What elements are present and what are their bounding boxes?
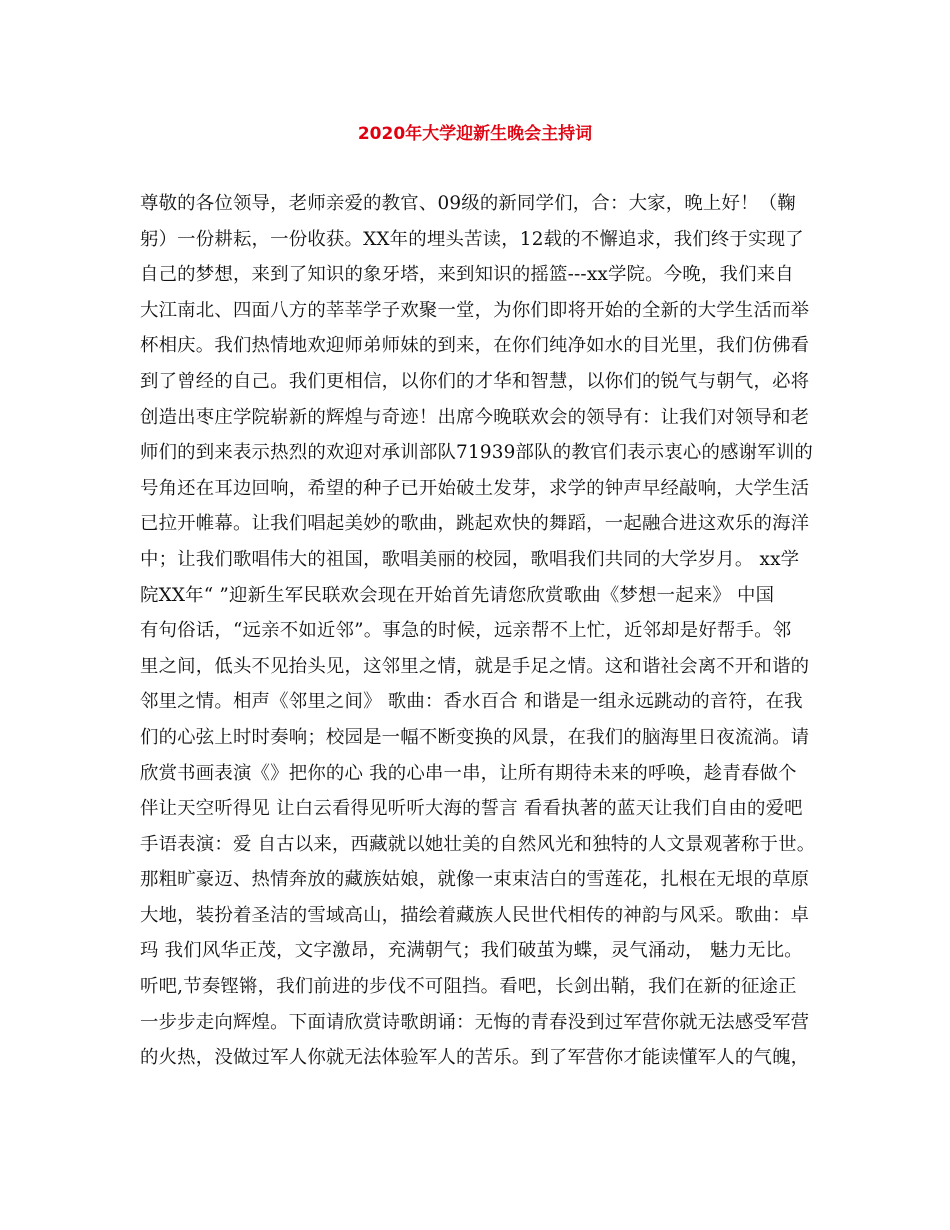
body-line: 大江南北、四面八方的莘莘学子欢聚一堂，为你们即将开始的全新的大学生活而举 bbox=[140, 299, 810, 321]
body-line: 号角还在耳边回响，希望的种子已开始破土发芽，求学的钟声早经敲响，大学生活 bbox=[140, 477, 810, 499]
body-line: 大地，装扮着圣洁的雪域高山，描绘着藏族人民世代相传的神韵与风采。歌曲：卓 bbox=[140, 904, 810, 926]
body-line: 创造出枣庄学院崭新的辉煌与奇迹！出席今晚联欢会的领导有：让我们对领导和老 bbox=[140, 406, 810, 428]
document-title: 2020年大学迎新生晚会主持词 bbox=[357, 124, 593, 144]
body-line: 欣赏书画表演《》把你的心 我的心串一串，让所有期待未来的呼唤，趁青春做个 bbox=[140, 762, 797, 784]
body-line: 玛 我们风华正茂，文字激昂，充满朝气；我们破茧为蝶，灵气涌动， 魅力无比。 bbox=[140, 940, 803, 962]
body-line: 里之间，低头不见抬头见，这邻里之情，就是手足之情。这和谐社会离不开和谐的 bbox=[140, 655, 810, 677]
body-line: 到了曾经的自己。我们更相信，以你们的才华和智慧，以你们的锐气与朝气，必将 bbox=[140, 370, 810, 392]
body-line: 杯相庆。我们热情地欢迎师弟师妹的到来，在你们纯净如水的目光里，我们仿佛看 bbox=[140, 335, 810, 357]
body-line: 中；让我们歌唱伟大的祖国，歌唱美丽的校园，歌唱我们共同的大学岁月。 xx学 bbox=[140, 548, 800, 570]
body-line: 自己的梦想，来到了知识的象牙塔，来到知识的摇篮---xx学院。今晚，我们来自 bbox=[140, 264, 794, 286]
body-line: 伴让天空听得见 让白云看得见听听大海的誓言 看看执著的蓝天让我们自由的爱吧 bbox=[140, 798, 803, 820]
body-line: 那粗旷豪迈、热情奔放的藏族姑娘，就像一束束洁白的雪莲花，扎根在无垠的草原 bbox=[140, 869, 810, 891]
body-line: 手语表演：爱 自古以来，西藏就以她壮美的自然风光和独特的人文景观著称于世。 bbox=[140, 833, 816, 855]
body-line: 有句俗话，“远亲不如近邻”。事急的时候，远亲帮不上忙，近邻却是好帮手。邻 bbox=[140, 620, 792, 642]
body-line: 一步步走向辉煌。下面请欣赏诗歌朗诵：无悔的青春没到过军营你就无法感受军营 bbox=[140, 1011, 810, 1033]
body-line: 邻里之情。相声《邻里之间》 歌曲：香水百合 和谐是一组永远跳动的音符，在我 bbox=[140, 691, 803, 713]
body-line: 躬）一份耕耘，一份收获。XX年的埋头苦读，12载的不懈追求，我们终于实现了 bbox=[140, 228, 804, 250]
body-line: 已拉开帷幕。让我们唱起美妙的歌曲，跳起欢快的舞蹈，一起融合进这欢乐的海洋 bbox=[140, 513, 810, 535]
body-line: 们的心弦上时时奏响；校园是一幅不断变换的风景，在我们的脑海里日夜流淌。请 bbox=[140, 726, 810, 748]
body-line: 尊敬的各位领导，老师亲爱的教官、09级的新同学们，合：大家，晚上好！（鞠 bbox=[140, 193, 796, 214]
body-line: 听吧,节奏铿锵，我们前进的步伐不可阻挡。看吧，长剑出鞘，我们在新的征途正 bbox=[140, 976, 797, 998]
body-line: 的火热，没做过军人你就无法体验军人的苦乐。到了军营你才能读懂军人的气魄， bbox=[140, 1047, 810, 1069]
body-line: 院XX年“ ”迎新生军民联欢会现在开始首先请您欣赏歌曲《梦想一起来》 中国 bbox=[140, 584, 775, 606]
document-body bbox=[140, 186, 840, 1076]
body-line: 师们的到来表示热烈的欢迎对承训部队71939部队的教官们表示衷心的感谢军训的 bbox=[140, 442, 813, 464]
